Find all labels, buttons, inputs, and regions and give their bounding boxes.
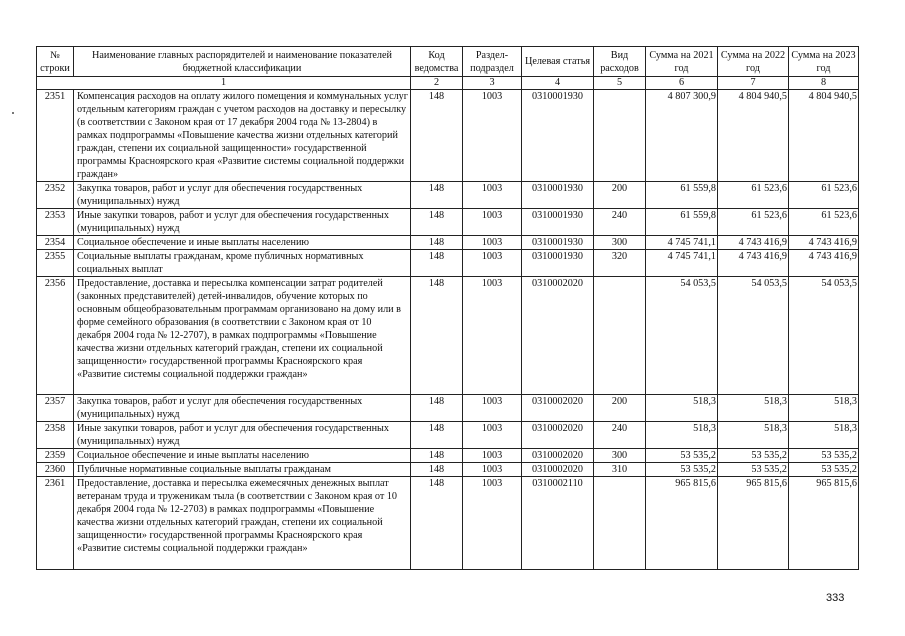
row-section: 1003 <box>463 277 522 395</box>
row-sum-2022: 965 815,6 <box>718 477 789 570</box>
row-number: 2361 <box>37 477 74 570</box>
row-sum-2022: 518,3 <box>718 395 789 422</box>
row-target: 0310001930 <box>522 182 594 209</box>
row-section: 1003 <box>463 422 522 449</box>
row-name: Закупка товаров, работ и услуг для обеспечения государственных (муниципальных) нужд <box>74 182 411 209</box>
row-section: 1003 <box>463 395 522 422</box>
row-sum-2023: 4 743 416,9 <box>789 250 859 277</box>
row-sum-2023: 518,3 <box>789 395 859 422</box>
row-number: 2351 <box>37 90 74 182</box>
row-name: Публичные нормативные социальные выплаты гражданам <box>74 463 411 477</box>
row-sum-2021: 53 535,2 <box>646 463 718 477</box>
row-name: Социальное обеспечение и иные выплаты населению <box>74 236 411 250</box>
row-dept-code: 148 <box>411 449 463 463</box>
table-row <box>37 90 859 182</box>
column-number: 5 <box>594 77 646 90</box>
row-number: 2354 <box>37 236 74 250</box>
page-number: 333 <box>826 592 845 604</box>
row-expense-type: 320 <box>594 250 646 277</box>
row-sum-2022: 61 523,6 <box>718 209 789 236</box>
column-number: 7 <box>718 77 789 90</box>
row-name: Предоставление, доставка и пересылка ежемесячных денежных выплат ветеранам труда и труженикам тыла (в соответствии с Законом края от 10 декабря 2004 года № 12-2703) в рамках подпрограммы «Повышение качества жизни отдельных категорий граждан, степени их социальной защищенности» государственной программы Красноярского края «Развитие системы социальной поддержки граждан» <box>74 477 411 570</box>
header-section: Раздел-подраздел <box>463 47 522 77</box>
row-sum-2023: 53 535,2 <box>789 463 859 477</box>
row-target: 0310001930 <box>522 209 594 236</box>
row-section: 1003 <box>463 449 522 463</box>
row-sum-2023: 53 535,2 <box>789 449 859 463</box>
table-row <box>37 250 859 277</box>
row-sum-2023: 965 815,6 <box>789 477 859 570</box>
row-target: 0310001930 <box>522 250 594 277</box>
row-expense-type <box>594 90 646 182</box>
row-section: 1003 <box>463 250 522 277</box>
row-dept-code: 148 <box>411 277 463 395</box>
table-row <box>37 477 859 570</box>
table-body <box>37 90 859 570</box>
row-expense-type: 310 <box>594 463 646 477</box>
header-expense-type: Вид расходов <box>594 47 646 77</box>
column-number: 3 <box>463 77 522 90</box>
row-sum-2021: 965 815,6 <box>646 477 718 570</box>
row-expense-type: 300 <box>594 449 646 463</box>
table-row <box>37 209 859 236</box>
table-row <box>37 236 859 250</box>
row-expense-type <box>594 477 646 570</box>
row-sum-2021: 518,3 <box>646 395 718 422</box>
row-expense-type: 300 <box>594 236 646 250</box>
column-number: 4 <box>522 77 594 90</box>
row-dept-code: 148 <box>411 236 463 250</box>
row-name: Компенсация расходов на оплату жилого помещения и коммунальных услуг отдельным категориям граждан с учетом расходов на доставку и пересылку (в соответствии с Законом края от 17 декабря 2004 года № 13-2804) в рамках подпрограммы «Повышение качества жизни отдельных категорий граждан, степени их социальной защищенности» государственной программы Красноярского края «Развитие системы социальной поддержки граждан» <box>74 90 411 182</box>
row-sum-2021: 4 745 741,1 <box>646 236 718 250</box>
row-section: 1003 <box>463 236 522 250</box>
row-expense-type: 200 <box>594 395 646 422</box>
row-sum-2023: 4 804 940,5 <box>789 90 859 182</box>
row-number: 2352 <box>37 182 74 209</box>
row-sum-2022: 4 804 940,5 <box>718 90 789 182</box>
table-row <box>37 277 859 395</box>
row-target: 0310002020 <box>522 395 594 422</box>
header-name: Наименование главных распорядителей и наименование показателей бюджетной классификации <box>74 47 411 77</box>
row-sum-2022: 53 535,2 <box>718 449 789 463</box>
row-sum-2021: 61 559,8 <box>646 182 718 209</box>
row-sum-2022: 53 535,2 <box>718 463 789 477</box>
row-expense-type: 240 <box>594 209 646 236</box>
row-expense-type <box>594 277 646 395</box>
column-number: 1 <box>37 77 411 90</box>
row-number: 2353 <box>37 209 74 236</box>
row-dept-code: 148 <box>411 209 463 236</box>
row-number: 2359 <box>37 449 74 463</box>
row-target: 0310002020 <box>522 463 594 477</box>
row-name: Социальное обеспечение и иные выплаты населению <box>74 449 411 463</box>
row-number: 2356 <box>37 277 74 395</box>
row-sum-2023: 61 523,6 <box>789 209 859 236</box>
row-target: 0310001930 <box>522 236 594 250</box>
row-sum-2021: 518,3 <box>646 422 718 449</box>
header-sum-2021: Сумма на 2021 год <box>646 47 718 77</box>
row-section: 1003 <box>463 463 522 477</box>
row-number: 2358 <box>37 422 74 449</box>
table-header-row <box>37 47 859 77</box>
row-section: 1003 <box>463 182 522 209</box>
scan-speck <box>12 112 14 114</box>
row-sum-2022: 518,3 <box>718 422 789 449</box>
row-section: 1003 <box>463 90 522 182</box>
row-sum-2021: 4 807 300,9 <box>646 90 718 182</box>
row-name: Иные закупки товаров, работ и услуг для обеспечения государственных (муниципальных) нужд <box>74 209 411 236</box>
row-name: Предоставление, доставка и пересылка компенсации затрат родителей (законных представителей) детей-инвалидов, обучение которых по основным общеобразовательным программам организовано на дому или в форме семейного образования (в соответствии с Законом края от 10 декабря 2004 года № 12-2707), в рамках подпрограммы «Повышение качества жизни отдельных категорий граждан, степени их социальной защищенности» государственной программы Красноярского края «Развитие системы социальной поддержки граждан» <box>74 277 411 395</box>
row-sum-2021: 61 559,8 <box>646 209 718 236</box>
row-section: 1003 <box>463 209 522 236</box>
row-name: Социальные выплаты гражданам, кроме публичных нормативных социальных выплат <box>74 250 411 277</box>
header-sum-2022: Сумма на 2022 год <box>718 47 789 77</box>
row-sum-2022: 4 743 416,9 <box>718 236 789 250</box>
row-sum-2022: 4 743 416,9 <box>718 250 789 277</box>
row-sum-2023: 54 053,5 <box>789 277 859 395</box>
column-number: 6 <box>646 77 718 90</box>
row-name: Иные закупки товаров, работ и услуг для обеспечения государственных (муниципальных) нужд <box>74 422 411 449</box>
row-dept-code: 148 <box>411 182 463 209</box>
table-row <box>37 395 859 422</box>
row-sum-2021: 53 535,2 <box>646 449 718 463</box>
row-expense-type: 200 <box>594 182 646 209</box>
table-row <box>37 449 859 463</box>
row-dept-code: 148 <box>411 463 463 477</box>
row-dept-code: 148 <box>411 422 463 449</box>
header-target: Целевая статья <box>522 47 594 77</box>
row-sum-2023: 4 743 416,9 <box>789 236 859 250</box>
column-number: 8 <box>789 77 859 90</box>
row-dept-code: 148 <box>411 90 463 182</box>
header-dept-code: Код ведомства <box>411 47 463 77</box>
row-sum-2023: 61 523,6 <box>789 182 859 209</box>
row-expense-type: 240 <box>594 422 646 449</box>
row-target: 0310002020 <box>522 449 594 463</box>
row-sum-2023: 518,3 <box>789 422 859 449</box>
row-target: 0310001930 <box>522 90 594 182</box>
row-sum-2022: 54 053,5 <box>718 277 789 395</box>
row-number: 2360 <box>37 463 74 477</box>
table-row <box>37 182 859 209</box>
row-number: 2355 <box>37 250 74 277</box>
table-row <box>37 422 859 449</box>
row-dept-code: 148 <box>411 477 463 570</box>
row-target: 0310002110 <box>522 477 594 570</box>
row-section: 1003 <box>463 477 522 570</box>
row-sum-2022: 61 523,6 <box>718 182 789 209</box>
row-dept-code: 148 <box>411 395 463 422</box>
budget-table <box>36 46 859 570</box>
row-number: 2357 <box>37 395 74 422</box>
row-sum-2021: 4 745 741,1 <box>646 250 718 277</box>
row-sum-2021: 54 053,5 <box>646 277 718 395</box>
row-target: 0310002020 <box>522 277 594 395</box>
row-name: Закупка товаров, работ и услуг для обеспечения государственных (муниципальных) нужд <box>74 395 411 422</box>
header-row-no: № строки <box>37 47 74 77</box>
column-number-row <box>37 77 859 90</box>
row-dept-code: 148 <box>411 250 463 277</box>
row-target: 0310002020 <box>522 422 594 449</box>
header-sum-2023: Сумма на 2023 год <box>789 47 859 77</box>
column-number: 2 <box>411 77 463 90</box>
table-row <box>37 463 859 477</box>
